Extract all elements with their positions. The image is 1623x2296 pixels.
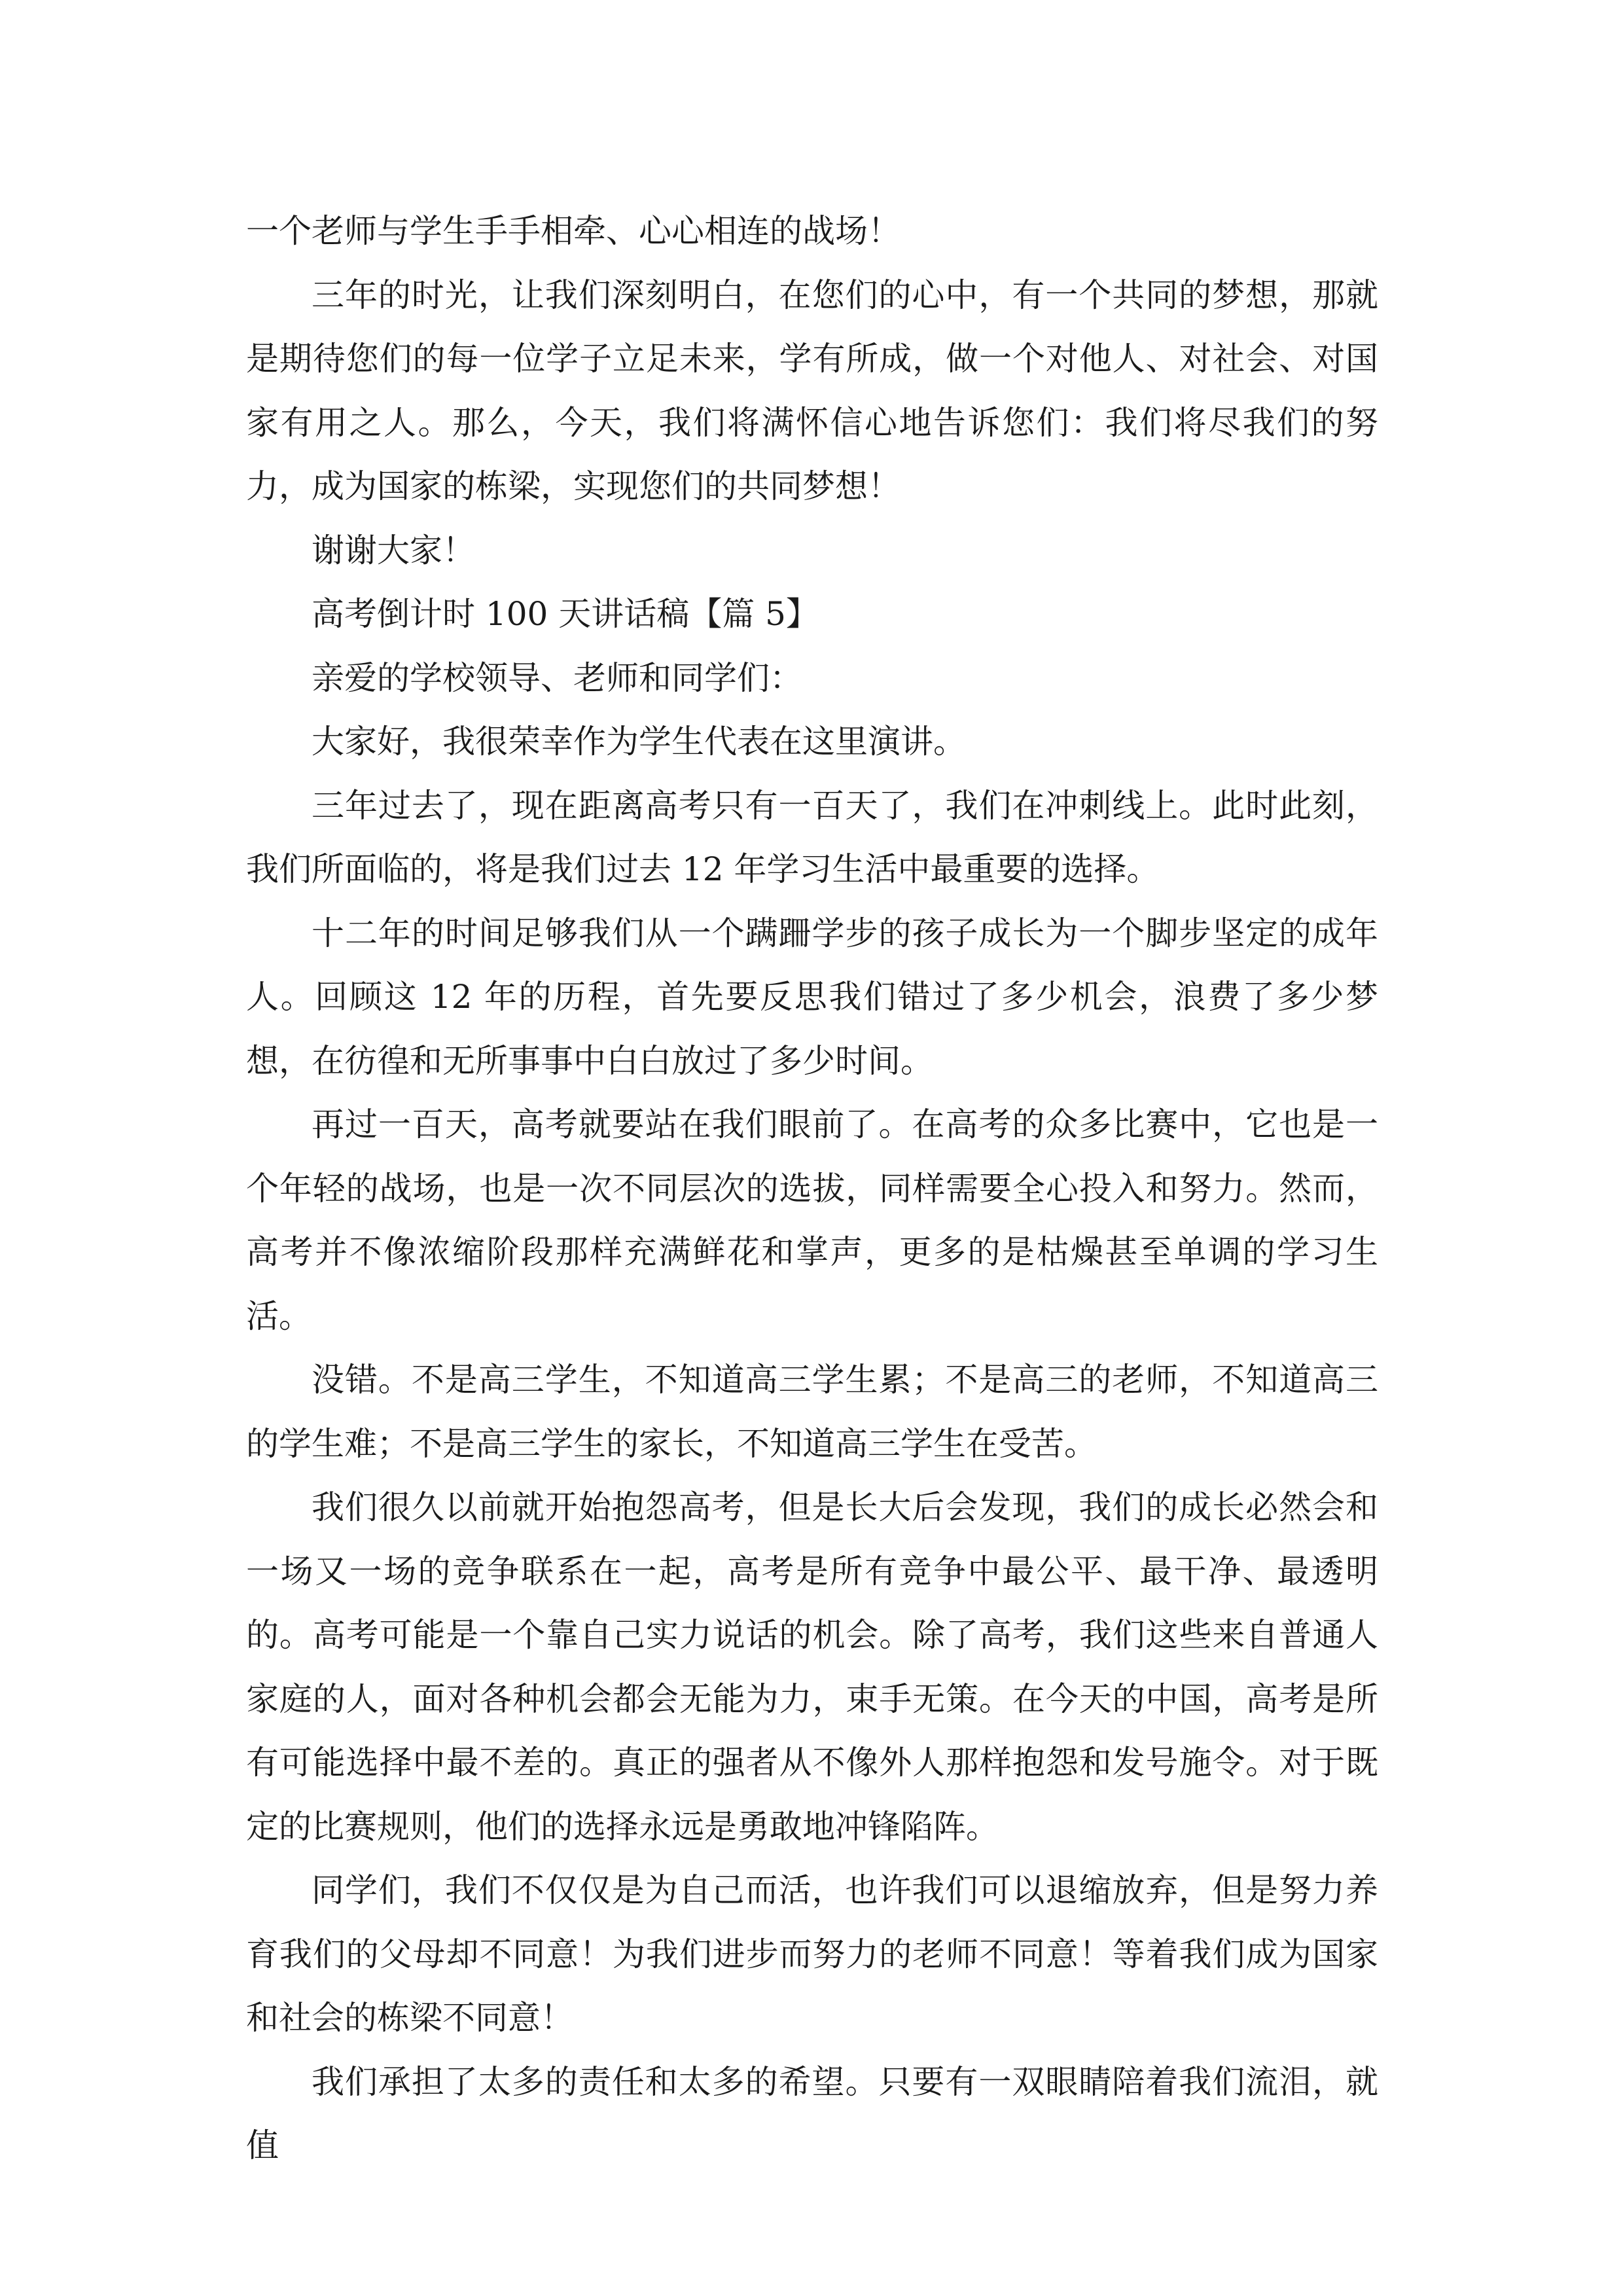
body-text bbox=[246, 200, 1378, 2178]
paragraph-continuation: 一个老师与学生手手相牵、心心相连的战场！ bbox=[246, 212, 901, 250]
paragraph: 同学们，我们不仅仅是为自己而活，也许我们可以退缩放弃，但是努力养育我们的父母却不同意！为我们进步而努力的老师不同意！等着我们成为国家和社会的栋梁不同意！ bbox=[246, 1871, 1378, 2037]
paragraph: 我们承担了太多的责任和太多的希望。只要有一双眼睛陪着我们流泪，就值 bbox=[246, 2062, 1378, 2164]
paragraph: 没错。不是高三学生，不知道高三学生累；不是高三的老师，不知道高三的学生难；不是高三学生的家长，不知道高三学生在受苦。 bbox=[246, 1361, 1378, 1463]
salutation: 亲爱的学校领导、老师和同学们： bbox=[312, 658, 802, 697]
closing-thanks: 谢谢大家！ bbox=[312, 531, 475, 569]
paragraph: 再过一百天，高考就要站在我们眼前了。在高考的众多比赛中，它也是一个年轻的战场，也是一次不同层次的选拔，同样需要全心投入和努力。然而，高考并不像浓缩阶段那样充满鲜花和掌声，更多的是枯燥甚至单调的学习生活。 bbox=[246, 1105, 1378, 1335]
paragraph: 我们很久以前就开始抱怨高考，但是长大后会发现，我们的成长必然会和一场又一场的竞争联系在一起，高考是所有竞争中最公平、最干净、最透明的。高考可能是一个靠自己实力说话的机会。除了高考，我们这些来自普通人家庭的人，面对各种机会都会无能为力，束手无策。在今天的中国，高考是所有可能选择中最不差的。真正的强者从不像外人那样抱怨和发号施令。对于既定的比赛规则，他们的选择永远是勇敢地冲锋陷阵。 bbox=[246, 1488, 1378, 1846]
paragraph: 大家好，我很荣幸作为学生代表在这里演讲。 bbox=[312, 723, 966, 761]
section-heading: 高考倒计时 100 天讲话稿【篇 5】 bbox=[312, 595, 819, 633]
paragraph: 三年的时光，让我们深刻明白，在您们的心中，有一个共同的梦想，那就是期待您们的每一位学子立足未来，学有所成，做一个对他人、对社会、对国家有用之人。那么，今天，我们将满怀信心地告诉您们：我们将尽我们的努力，成为国家的栋梁，实现您们的共同梦想！ bbox=[246, 276, 1378, 505]
paragraph: 十二年的时间足够我们从一个蹒跚学步的孩子成长为一个脚步坚定的成年人。回顾这 12 年的历程，首先要反思我们错过了多少机会，浪费了多少梦想，在彷徨和无所事事中白白放过了多少时间。 bbox=[246, 914, 1378, 1080]
paragraph: 三年过去了，现在距离高考只有一百天了，我们在冲刺线上。此时此刻，我们所面临的，将是我们过去 12 年学习生活中最重要的选择。 bbox=[246, 786, 1378, 888]
